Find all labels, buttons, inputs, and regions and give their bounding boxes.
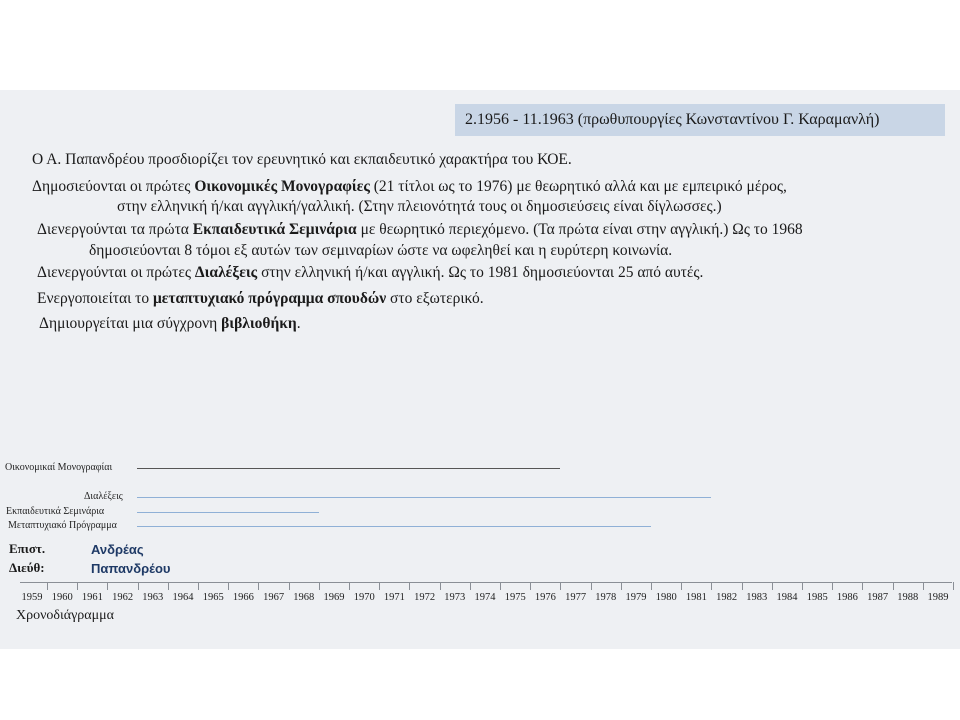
timeline-year-label: 1982 [716, 592, 738, 603]
paragraph-6-post: . [296, 315, 301, 332]
timeline-year-label: 1980 [655, 592, 677, 603]
timeline-year-label: 1970 [353, 592, 375, 603]
timeline-tick [500, 582, 501, 590]
timeline-tick [289, 582, 290, 590]
timeline-year-label: 1972 [414, 592, 436, 603]
paragraph-1 [32, 150, 572, 170]
timeline-title: Χρονοδιάγραμμα [16, 608, 114, 623]
timeline-tick [772, 582, 773, 590]
paragraph-4 [37, 263, 703, 283]
timeline-year-label: 1989 [927, 592, 949, 603]
timeline-year-label: 1981 [685, 592, 707, 603]
timeline-tick [47, 582, 48, 590]
timeline-year-label: 1963 [142, 592, 164, 603]
timeline-year-label: 1985 [806, 592, 828, 603]
timeline-tick [953, 582, 954, 590]
timeline-year-label: 1983 [746, 592, 768, 603]
paragraph-5-bold: μεταπτυχιακό πρόγραμμα σπουδών [153, 290, 387, 307]
timeline-year-label: 1968 [293, 592, 315, 603]
timeline-label-postgraduate: Μεταπτυχιακό Πρόγραμμα [8, 520, 117, 531]
timeline-tick [349, 582, 350, 590]
timeline-tick [168, 582, 169, 590]
paragraph-6-bold: βιβλιοθήκη [221, 315, 297, 332]
paragraph-4-pre: Διενεργούνται οι πρώτες [37, 264, 195, 281]
timeline-tick [319, 582, 320, 590]
timeline-tick [802, 582, 803, 590]
timeline-tick [440, 582, 441, 590]
timeline-tick [409, 582, 410, 590]
timeline-tick [560, 582, 561, 590]
timeline-year-label: 1969 [323, 592, 345, 603]
timeline-axis [20, 582, 952, 583]
timeline-tick [530, 582, 531, 590]
timeline-year-label: 1978 [595, 592, 617, 603]
timeline-label-seminars: Εκπαιδευτικά Σεμινάρια [6, 506, 105, 517]
paragraph-3-line-1 [37, 220, 803, 240]
paragraph-6 [39, 314, 301, 334]
paragraph-3-post: με θεωρητικό περιεχόμενο. (Τα πρώτα είναι στην αγγλική.) Ως το 1968 [356, 221, 803, 238]
timeline-year-label: 1973 [444, 592, 466, 603]
timeline-label-lectures: Διαλέξεις [84, 491, 123, 502]
timeline-year-label: 1966 [232, 592, 254, 603]
timeline-tick [591, 582, 592, 590]
timeline-tick [228, 582, 229, 590]
timeline-tick [651, 582, 652, 590]
timeline-year-label: 1984 [776, 592, 798, 603]
timeline-bar-lectures [137, 497, 711, 498]
paragraph-5-post: στο εξωτερικό. [386, 290, 484, 307]
timeline-year-label: 1988 [897, 592, 919, 603]
timeline-tick [711, 582, 712, 590]
timeline-tick [77, 582, 78, 590]
paragraph-3-bold: Εκπαιδευτικά Σεμινάρια [192, 221, 357, 238]
paragraph-5 [37, 289, 484, 309]
timeline-bar-monographs [137, 468, 560, 469]
timeline-tick [862, 582, 863, 590]
paragraph-1-text: Ο Α. Παπανδρέου προσδιορίζει τον ερευνητικό και εκπαιδευτικό χαρακτήρα του ΚΟΕ. [32, 151, 572, 168]
paragraph-2-pre: Δημοσιεύονται οι πρώτες [32, 178, 195, 195]
timeline-tick [681, 582, 682, 590]
paragraph-2-line-1 [32, 177, 787, 197]
timeline-tick [832, 582, 833, 590]
timeline-tick [138, 582, 139, 590]
paragraph-3-cont: δημοσιεύονται 8 τόμοι εξ αυτών των σεμιναρίων ώστε να ωφεληθεί και η ευρύτερη κοινωνία. [89, 242, 673, 259]
timeline-year-label: 1986 [836, 592, 858, 603]
timeline-tick [107, 582, 108, 590]
paragraph-4-post: στην ελληνική ή/και αγγλική. Ως το 1981 δημοσιεύονται 25 από αυτές. [257, 264, 704, 281]
director-label-1: Επιστ. [9, 541, 46, 556]
timeline-year-label: 1962 [112, 592, 134, 603]
timeline-year-label: 1960 [51, 592, 73, 603]
timeline-tick [470, 582, 471, 590]
director-label-2: Διεύθ: [9, 560, 45, 575]
timeline-year-label: 1977 [565, 592, 587, 603]
timeline-year-label: 1975 [504, 592, 526, 603]
timeline-tick [379, 582, 380, 590]
timeline-tick [258, 582, 259, 590]
paragraph-2-post: (21 τίτλοι ως το 1976) με θεωρητικό αλλά και με εμπειρικό μέρος, [369, 178, 787, 195]
timeline-tick [742, 582, 743, 590]
timeline-tick [893, 582, 894, 590]
timeline-year-label: 1964 [172, 592, 194, 603]
paragraph-3-pre: Διενεργούνται τα πρώτα [37, 221, 193, 238]
paragraph-2-bold: Οικονομικές Μονογραφίες [194, 178, 370, 195]
timeline-label-monographs: Οικονομικαί Μονογραφίαι [5, 462, 113, 473]
paragraph-2-cont: στην ελληνική ή/και αγγλική/γαλλική. (Στην πλειονότητά τους οι δημοσιεύσεις είναι δίγλωσσες.) [117, 198, 722, 215]
paragraph-2-line-2 [117, 197, 722, 217]
timeline-year-label: 1961 [81, 592, 103, 603]
director-name-2: Παπανδρέου [91, 561, 171, 576]
timeline-year-label: 1971 [383, 592, 405, 603]
period-banner: 2.1956 - 11.1963 (πρωθυπουργίες Κωνσταντίνου Γ. Καραμανλή) [455, 104, 945, 136]
director-name-1: Ανδρέας [91, 542, 144, 557]
timeline-bar-postgraduate [137, 526, 651, 527]
timeline-year-label: 1976 [534, 592, 556, 603]
timeline-year-label: 1965 [202, 592, 224, 603]
paragraph-4-bold: Διαλέξεις [194, 264, 258, 281]
timeline-tick [923, 582, 924, 590]
timeline-year-label: 1979 [625, 592, 647, 603]
timeline-year-label: 1967 [263, 592, 285, 603]
paragraph-5-pre: Ενεργοποιείται το [37, 290, 153, 307]
paragraph-3-line-2 [89, 241, 672, 261]
timeline-year-label: 1987 [867, 592, 889, 603]
timeline-year-label: 1959 [21, 592, 43, 603]
timeline-bar-seminars [137, 512, 319, 513]
timeline-tick [198, 582, 199, 590]
timeline-year-label: 1974 [474, 592, 496, 603]
paragraph-6-pre: Δημιουργείται μια σύγχρονη [39, 315, 222, 332]
timeline-tick [621, 582, 622, 590]
